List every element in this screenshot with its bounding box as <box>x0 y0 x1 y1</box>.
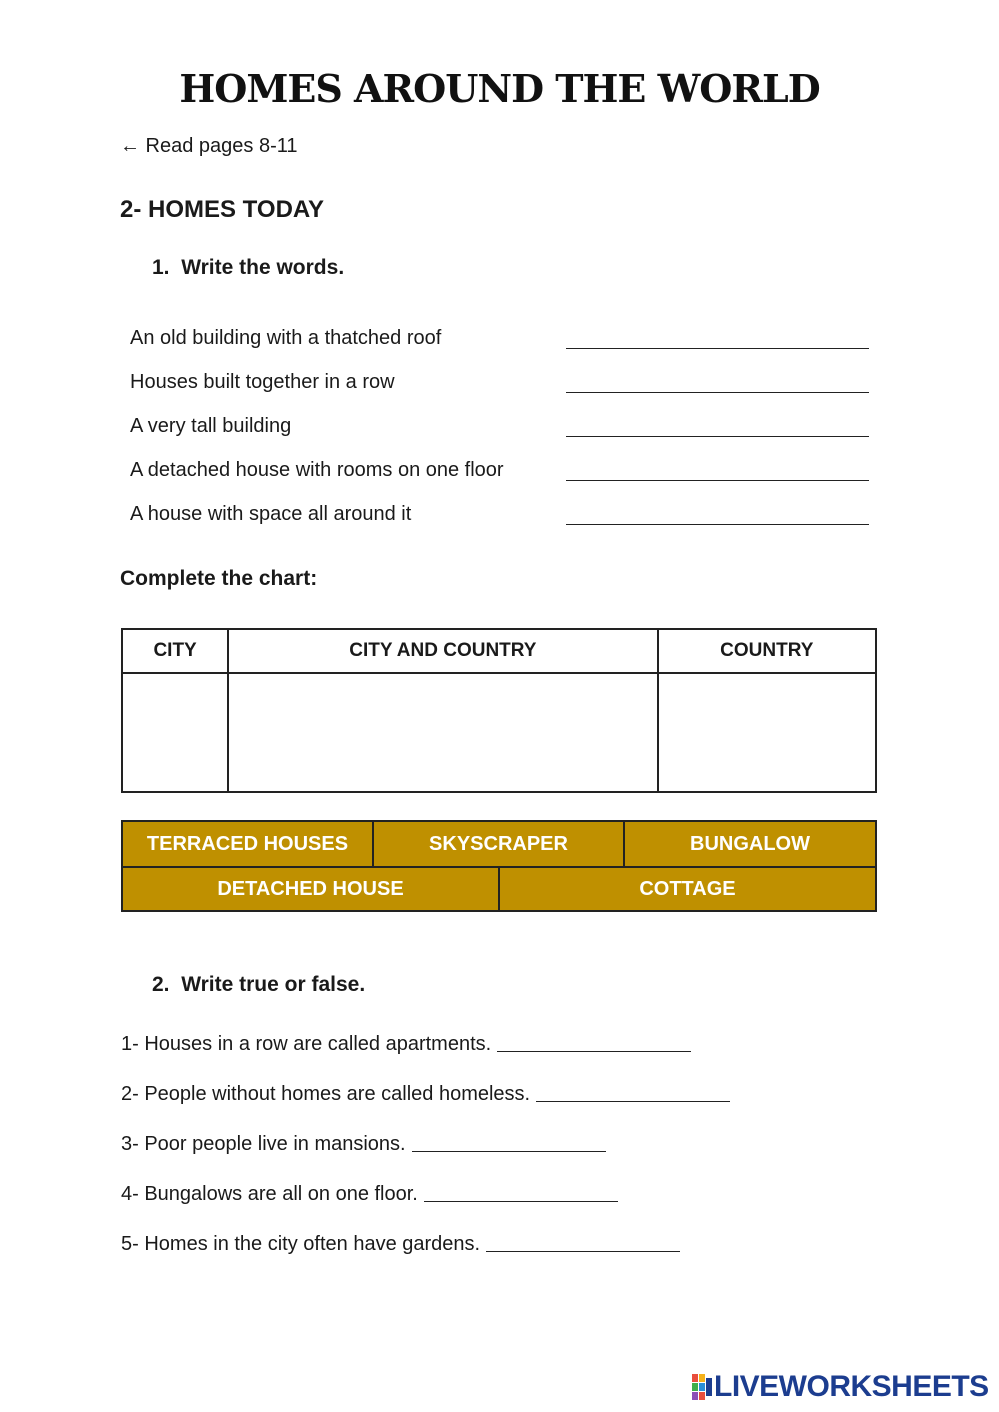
tf-statement-text: 2- People without homes are called homeless. <box>121 1083 531 1105</box>
exercise2-number: 2. <box>152 973 170 996</box>
tf-statement-text: 5- Homes in the city often have gardens. <box>121 1233 481 1255</box>
tf-statement-text: 4- Bungalows are all on one floor. <box>121 1183 418 1205</box>
chart-cell-city[interactable] <box>122 673 228 792</box>
tf-answer-blank-1[interactable] <box>497 1051 691 1052</box>
answer-blank-1[interactable] <box>566 348 869 349</box>
chart-cell-city-and-country[interactable] <box>228 673 657 792</box>
word-detached-house[interactable]: DETACHED HOUSE <box>123 868 500 910</box>
tf-statement-4 <box>121 1183 618 1206</box>
exercise1-heading <box>152 256 344 280</box>
tf-statement-3 <box>121 1133 606 1156</box>
answer-blank-4[interactable] <box>566 480 869 481</box>
page-title: HOMES AROUND THE WORLD <box>179 66 820 111</box>
tf-statement-2 <box>121 1083 730 1106</box>
answer-blank-2[interactable] <box>566 392 869 393</box>
tf-answer-blank-5[interactable] <box>486 1251 680 1252</box>
word-bungalow[interactable]: BUNGALOW <box>625 822 875 868</box>
exercise2-heading <box>152 973 365 997</box>
definition-1: An old building with a thatched roof <box>130 327 442 349</box>
tf-statement-1 <box>121 1033 691 1056</box>
word-skyscraper[interactable]: SKYSCRAPER <box>374 822 625 868</box>
tf-statement-5 <box>121 1233 680 1256</box>
exercise2-instruction: Write true or false. <box>181 973 366 996</box>
word-cottage[interactable]: COTTAGE <box>639 877 736 900</box>
word-terraced-houses[interactable]: TERRACED HOUSES <box>123 822 374 868</box>
tf-statement-text: 1- Houses in a row are called apartments. <box>121 1033 492 1055</box>
liveworksheets-logo-icon <box>692 1374 714 1400</box>
tf-answer-blank-2[interactable] <box>536 1101 730 1102</box>
chart-header-city-and-country: CITY AND COUNTRY <box>228 629 657 673</box>
tf-statement-text: 3- Poor people live in mansions. <box>121 1133 406 1155</box>
exercise1-number: 1. <box>152 256 170 279</box>
classification-chart <box>121 628 877 793</box>
answer-blank-3[interactable] <box>566 436 869 437</box>
tf-answer-blank-3[interactable] <box>412 1151 606 1152</box>
definition-5: A house with space all around it <box>130 503 412 525</box>
definition-4: A detached house with rooms on one floor <box>130 459 504 481</box>
chart-cell-country[interactable] <box>658 673 876 792</box>
chart-instruction: Complete the chart: <box>120 567 318 590</box>
definition-3: A very tall building <box>130 415 292 437</box>
chart-header-city: CITY <box>122 629 228 673</box>
liveworksheets-logo-text: LIVEWORKSHEETS <box>714 1370 989 1403</box>
read-instruction: ← Read pages 8-11 <box>120 135 298 157</box>
exercise1-instruction: Write the words. <box>181 256 345 279</box>
section-title: 2- HOMES TODAY <box>120 196 325 223</box>
chart-header-country: COUNTRY <box>658 629 876 673</box>
definition-2: Houses built together in a row <box>130 371 395 393</box>
liveworksheets-logo <box>692 1372 989 1402</box>
tf-answer-blank-4[interactable] <box>424 1201 618 1202</box>
answer-blank-5[interactable] <box>566 524 869 525</box>
word-bank <box>121 820 877 912</box>
